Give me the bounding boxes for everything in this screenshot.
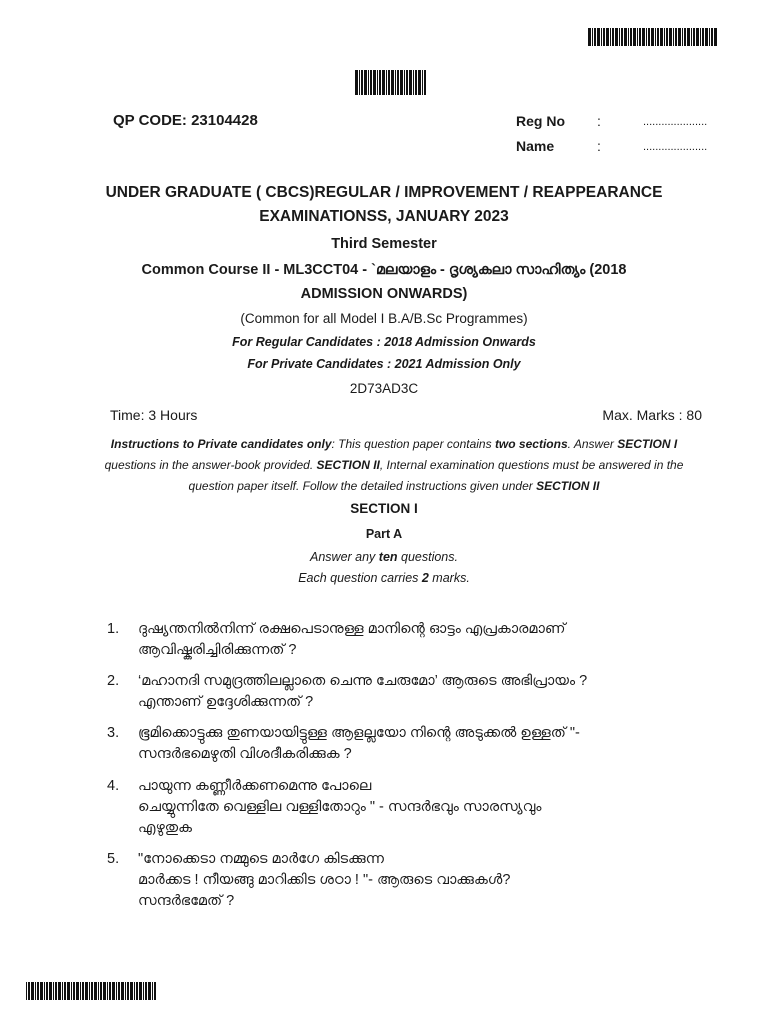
barcode-bottom-left — [26, 982, 156, 1000]
barcode-bar — [154, 982, 156, 1000]
part-title: Part A — [365, 527, 403, 541]
barcode-bar — [415, 70, 417, 95]
marks-instruction — [0, 571, 768, 585]
barcode-bar — [130, 982, 133, 1000]
course-title-line1: Common Course II - ML3CCT04 - `മലയാളം - ദൃശ്യകലാ സാഹിത്യം (2018 — [141, 262, 627, 278]
qp-code: QP CODE: 23104428 — [113, 112, 258, 129]
barcode-bar — [109, 982, 111, 1000]
barcode-bar — [664, 28, 665, 46]
barcode-bar — [413, 70, 414, 95]
instr-text: : This question paper contains — [331, 437, 495, 451]
barcode-bar — [53, 982, 54, 1000]
barcode-bar — [606, 28, 609, 46]
barcode-bar — [682, 28, 683, 46]
barcode-bar — [651, 28, 654, 46]
barcode-bar — [646, 28, 647, 46]
marks-count: 2 — [421, 571, 429, 585]
barcode-bar — [702, 28, 704, 46]
barcode-bar — [379, 70, 381, 95]
barcode-bar — [98, 982, 99, 1000]
barcode-bar — [624, 28, 627, 46]
barcode-bar — [125, 982, 126, 1000]
barcode-bar — [669, 28, 672, 46]
barcode-bar — [148, 982, 151, 1000]
barcode-bar — [62, 982, 63, 1000]
question-text — [138, 671, 708, 713]
section-title: SECTION I — [350, 501, 418, 516]
question-line: ചെയ്യുന്നിതേ വെള്ളില വള്ളിതോറും " - സന്ദർഭവും സാരസ്യവും — [138, 799, 542, 815]
instr-text: . Answer — [567, 437, 618, 451]
barcode-bar — [100, 982, 102, 1000]
barcode-bar — [361, 70, 363, 95]
barcode-bar — [136, 982, 138, 1000]
barcode-bar — [630, 28, 632, 46]
barcode-bar — [422, 70, 423, 95]
barcode-bar — [26, 982, 27, 1000]
question-number: 4. — [107, 778, 120, 794]
barcode-bar — [67, 982, 70, 1000]
barcode-bar — [391, 70, 394, 95]
question-text — [138, 849, 708, 912]
barcode-bar — [35, 982, 36, 1000]
barcode-bar — [127, 982, 129, 1000]
barcode-bar — [639, 28, 641, 46]
barcode-bar — [395, 70, 396, 95]
barcode-bar — [678, 28, 681, 46]
barcode-bar — [44, 982, 45, 1000]
reg-no-label: Reg No — [516, 113, 565, 129]
exam-title-line2: EXAMINATIONSS, JANUARY 2023 — [259, 208, 509, 225]
barcode-bar — [655, 28, 656, 46]
barcode-bar — [71, 982, 72, 1000]
barcode-bar — [388, 70, 390, 95]
barcode-bar — [588, 28, 591, 46]
barcode-bar — [152, 982, 153, 1000]
barcode-bar — [687, 28, 690, 46]
barcode-top-right — [588, 28, 718, 46]
barcode-bar — [397, 70, 399, 95]
question-text — [138, 619, 708, 661]
question-text — [138, 723, 708, 765]
barcode-bar — [612, 28, 614, 46]
barcode-bar — [406, 70, 408, 95]
barcode-bar — [58, 982, 61, 1000]
barcode-bar — [594, 28, 596, 46]
barcode-bar — [118, 982, 120, 1000]
regular-candidates: For Regular Candidates : 2018 Admission Onwards — [232, 335, 536, 349]
barcode-bar — [619, 28, 620, 46]
barcode-bar — [633, 28, 636, 46]
barcode-bar — [409, 70, 412, 95]
answer-instruction — [0, 550, 768, 564]
barcode-bar — [143, 982, 144, 1000]
barcode-bar — [145, 982, 147, 1000]
barcode-bar — [642, 28, 645, 46]
barcode-bar — [373, 70, 376, 95]
private-candidates: For Private Candidates : 2021 Admission Only — [247, 357, 521, 371]
question-line: മാർക്കട ! നീയങ്ങു മാറിക്കിട ശഠാ ! "- ആരുടെ വാക്കുകൾ? — [138, 872, 511, 888]
barcode-bar — [31, 982, 34, 1000]
instr-text: questions in the answer-book provided. — [104, 458, 317, 472]
barcode-bar — [418, 70, 421, 95]
marks-text: Each question carries — [298, 571, 422, 585]
answer-text: questions. — [397, 550, 458, 564]
question-line: പായുന്ന കണ്ണീർക്കണമെന്നു പോലെ — [138, 778, 372, 794]
barcode-bar — [37, 982, 39, 1000]
semester: Third Semester — [331, 236, 437, 252]
barcode-bar — [112, 982, 115, 1000]
barcode-bar — [610, 28, 611, 46]
question-number: 2. — [107, 673, 120, 689]
question-text — [138, 776, 708, 839]
question-line: ആവിഷ്കരിച്ചിരിക്കുന്നത് ? — [138, 642, 297, 658]
barcode-bar — [121, 982, 124, 1000]
barcode-bar — [666, 28, 668, 46]
barcode-bar — [404, 70, 405, 95]
exam-title-line1: UNDER GRADUATE ( CBCS)REGULAR / IMPROVEMENT / REAPPEARANCE — [105, 184, 663, 201]
question-line: സന്ദർഭമെഴുതി വിശദീകരിക്കുക ? — [138, 746, 352, 762]
barcode-bar — [696, 28, 699, 46]
barcode-bar — [103, 982, 106, 1000]
barcode-bar — [673, 28, 674, 46]
name-label: Name — [516, 138, 555, 154]
question-number: 5. — [107, 851, 120, 867]
barcode-bar — [139, 982, 142, 1000]
barcode-bar — [693, 28, 695, 46]
barcode-bar — [359, 70, 360, 95]
barcode-bar — [91, 982, 93, 1000]
barcode-bar — [714, 28, 717, 46]
barcode-bar — [684, 28, 686, 46]
barcode-bar — [73, 982, 75, 1000]
barcode-bar — [28, 982, 30, 1000]
barcode-bar — [601, 28, 602, 46]
barcode-bar — [386, 70, 387, 95]
question-number: 1. — [107, 621, 120, 637]
question-line: ‘മഹാനദി സമുദ്രത്തിലല്ലാതെ ചെന്നു ചേരുമോ’ ആരുടെ അഭിപ്രായം ? — [138, 673, 588, 689]
answer-text: Answer any — [310, 550, 379, 564]
marks-text: marks. — [428, 571, 470, 585]
instr-section-1: SECTION I — [617, 437, 678, 451]
instr-two-sections: two sections — [494, 437, 568, 451]
course-title-line2: ADMISSION ONWARDS) — [300, 286, 468, 302]
barcode-bar — [49, 982, 52, 1000]
question-line: എന്താണ് ഉദ്ദേശിക്കുന്നത് ? — [138, 694, 314, 710]
barcode-bar — [82, 982, 84, 1000]
barcode-bar — [628, 28, 629, 46]
question-line: "നോക്കെടാ നമ്മുടെ മാർഗേ കിടക്കുന്ന — [138, 851, 384, 867]
barcode-bar — [80, 982, 81, 1000]
time-allowed: Time: 3 Hours — [110, 407, 198, 423]
barcode-bar — [377, 70, 378, 95]
barcode-bar — [711, 28, 713, 46]
barcode-bar — [424, 70, 426, 95]
question-line: ഭൂമിക്കൊട്ടുക്കു തുണയായിട്ടുള്ള ആളല്ലയോ നിന്റെ അടുക്കൽ ഉള്ളത് "- — [138, 725, 580, 741]
barcode-bar — [700, 28, 701, 46]
barcode-top-center — [355, 70, 427, 95]
barcode-bar — [134, 982, 135, 1000]
barcode-bar — [355, 70, 358, 95]
barcode-bar — [76, 982, 79, 1000]
instr-section-2: SECTION II — [316, 458, 380, 472]
private-instructions — [84, 434, 704, 497]
barcode-bar — [691, 28, 692, 46]
name-colon: : — [597, 138, 601, 154]
name-blank: ..................... — [643, 141, 708, 153]
instr-section-2-ref: SECTION II — [536, 479, 600, 493]
barcode-bar — [364, 70, 367, 95]
reg-no-colon: : — [597, 113, 601, 129]
barcode-bar — [382, 70, 385, 95]
max-marks: Max. Marks : 80 — [602, 407, 702, 423]
barcode-bar — [637, 28, 638, 46]
barcode-bar — [368, 70, 369, 95]
barcode-bar — [675, 28, 677, 46]
barcode-bar — [709, 28, 710, 46]
barcode-bar — [603, 28, 605, 46]
barcode-bar — [370, 70, 372, 95]
barcode-bar — [621, 28, 623, 46]
question-line: എഴുതുക — [138, 820, 192, 836]
instr-text: , Internal examination questions must be answered in the question paper itself. Follow the detailed instructions given under — [188, 458, 684, 493]
question-line: സന്ദർഭമേത് ? — [138, 893, 235, 909]
instr-heading: Instructions to Private candidates only — [110, 437, 332, 451]
paper-code: 2D73AD3C — [349, 381, 419, 396]
barcode-bar — [597, 28, 600, 46]
reg-no-blank: ..................... — [643, 116, 708, 128]
barcode-bar — [94, 982, 97, 1000]
barcode-bar — [55, 982, 57, 1000]
barcode-bar — [89, 982, 90, 1000]
question-line: ദുഷ്യന്തനിൽനിന്ന് രക്ഷപെടാനുള്ള മാനിന്റെ ഓട്ടം എപ്രകാരമാണ് — [138, 621, 566, 637]
barcode-bar — [400, 70, 403, 95]
question-number: 3. — [107, 725, 120, 741]
answer-count: ten — [378, 550, 398, 564]
barcode-bar — [107, 982, 108, 1000]
barcode-bar — [615, 28, 618, 46]
barcode-bar — [40, 982, 43, 1000]
barcode-bar — [116, 982, 117, 1000]
barcode-bar — [592, 28, 593, 46]
barcode-bar — [657, 28, 659, 46]
barcode-bar — [85, 982, 88, 1000]
barcode-bar — [648, 28, 650, 46]
common-for: (Common for all Model I B.A/B.Sc Programmes) — [240, 311, 528, 326]
barcode-bar — [660, 28, 663, 46]
barcode-bar — [705, 28, 708, 46]
barcode-bar — [64, 982, 66, 1000]
barcode-bar — [46, 982, 48, 1000]
